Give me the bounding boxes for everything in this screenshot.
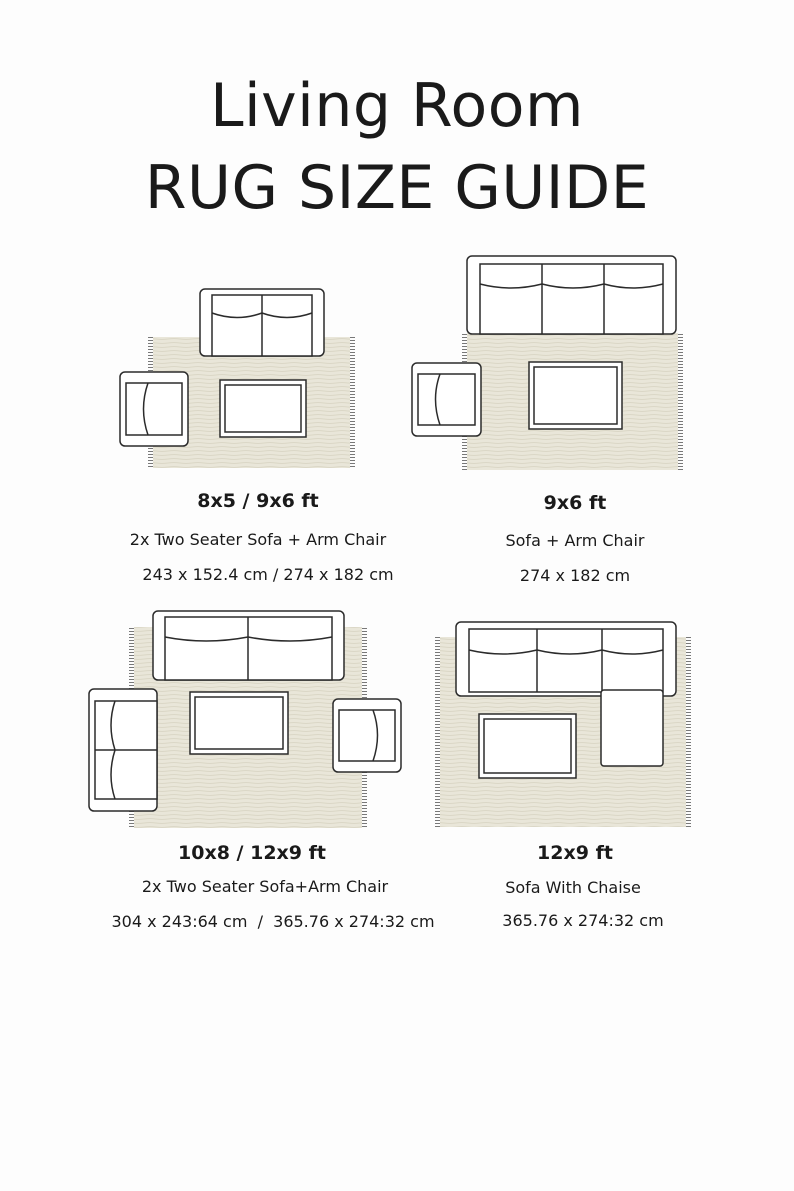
arm-chair [120, 372, 188, 446]
layout-4-setup: Sofa With Chaise [505, 878, 641, 897]
layout-2-size: 9x6 ft [543, 492, 607, 514]
layout-1-plan [120, 289, 355, 468]
rug-fringe-left [435, 637, 440, 827]
layout-4-size: 12x9 ft [537, 842, 613, 864]
rug-fringe-right [678, 333, 683, 470]
layout-2-setup: Sofa + Arm Chair [505, 531, 645, 550]
coffee-table [190, 692, 288, 754]
layout-3-size: 10x8 / 12x9 ft [178, 842, 326, 864]
coffee-table [479, 714, 576, 778]
layout-4-plan [435, 622, 691, 827]
arm-chair [333, 699, 401, 772]
rug-fringe-right [350, 337, 355, 468]
page-subtitle: RUG SIZE GUIDE [144, 153, 650, 223]
layout-3-dimensions: 304 x 243:64 cm / 365.76 x 274:32 cm [111, 912, 435, 931]
coffee-table [529, 362, 622, 429]
three-seater-sofa [467, 256, 676, 334]
layout-2-plan [412, 256, 683, 470]
layout-2-dimensions: 274 x 182 cm [519, 566, 631, 585]
layout-1-size: 8x5 / 9x6 ft [197, 490, 319, 512]
layout-3-setup: 2x Two Seater Sofa+Arm Chair [141, 877, 389, 896]
coffee-table [220, 380, 306, 437]
two-seater-sofa-left [89, 689, 157, 811]
two-seater-sofa [200, 289, 324, 356]
page-title: Living Room [210, 71, 584, 141]
layout-3-plan [89, 611, 401, 828]
two-seater-sofa-top [153, 611, 344, 680]
arm-chair [412, 363, 481, 436]
layout-1-dimensions: 243 x 152.4 cm / 274 x 182 cm [142, 565, 394, 584]
rug-fringe-right [686, 637, 691, 827]
layout-4-dimensions: 365.76 x 274:32 cm [502, 911, 664, 930]
layout-1-setup: 2x Two Seater Sofa + Arm Chair [129, 530, 387, 549]
